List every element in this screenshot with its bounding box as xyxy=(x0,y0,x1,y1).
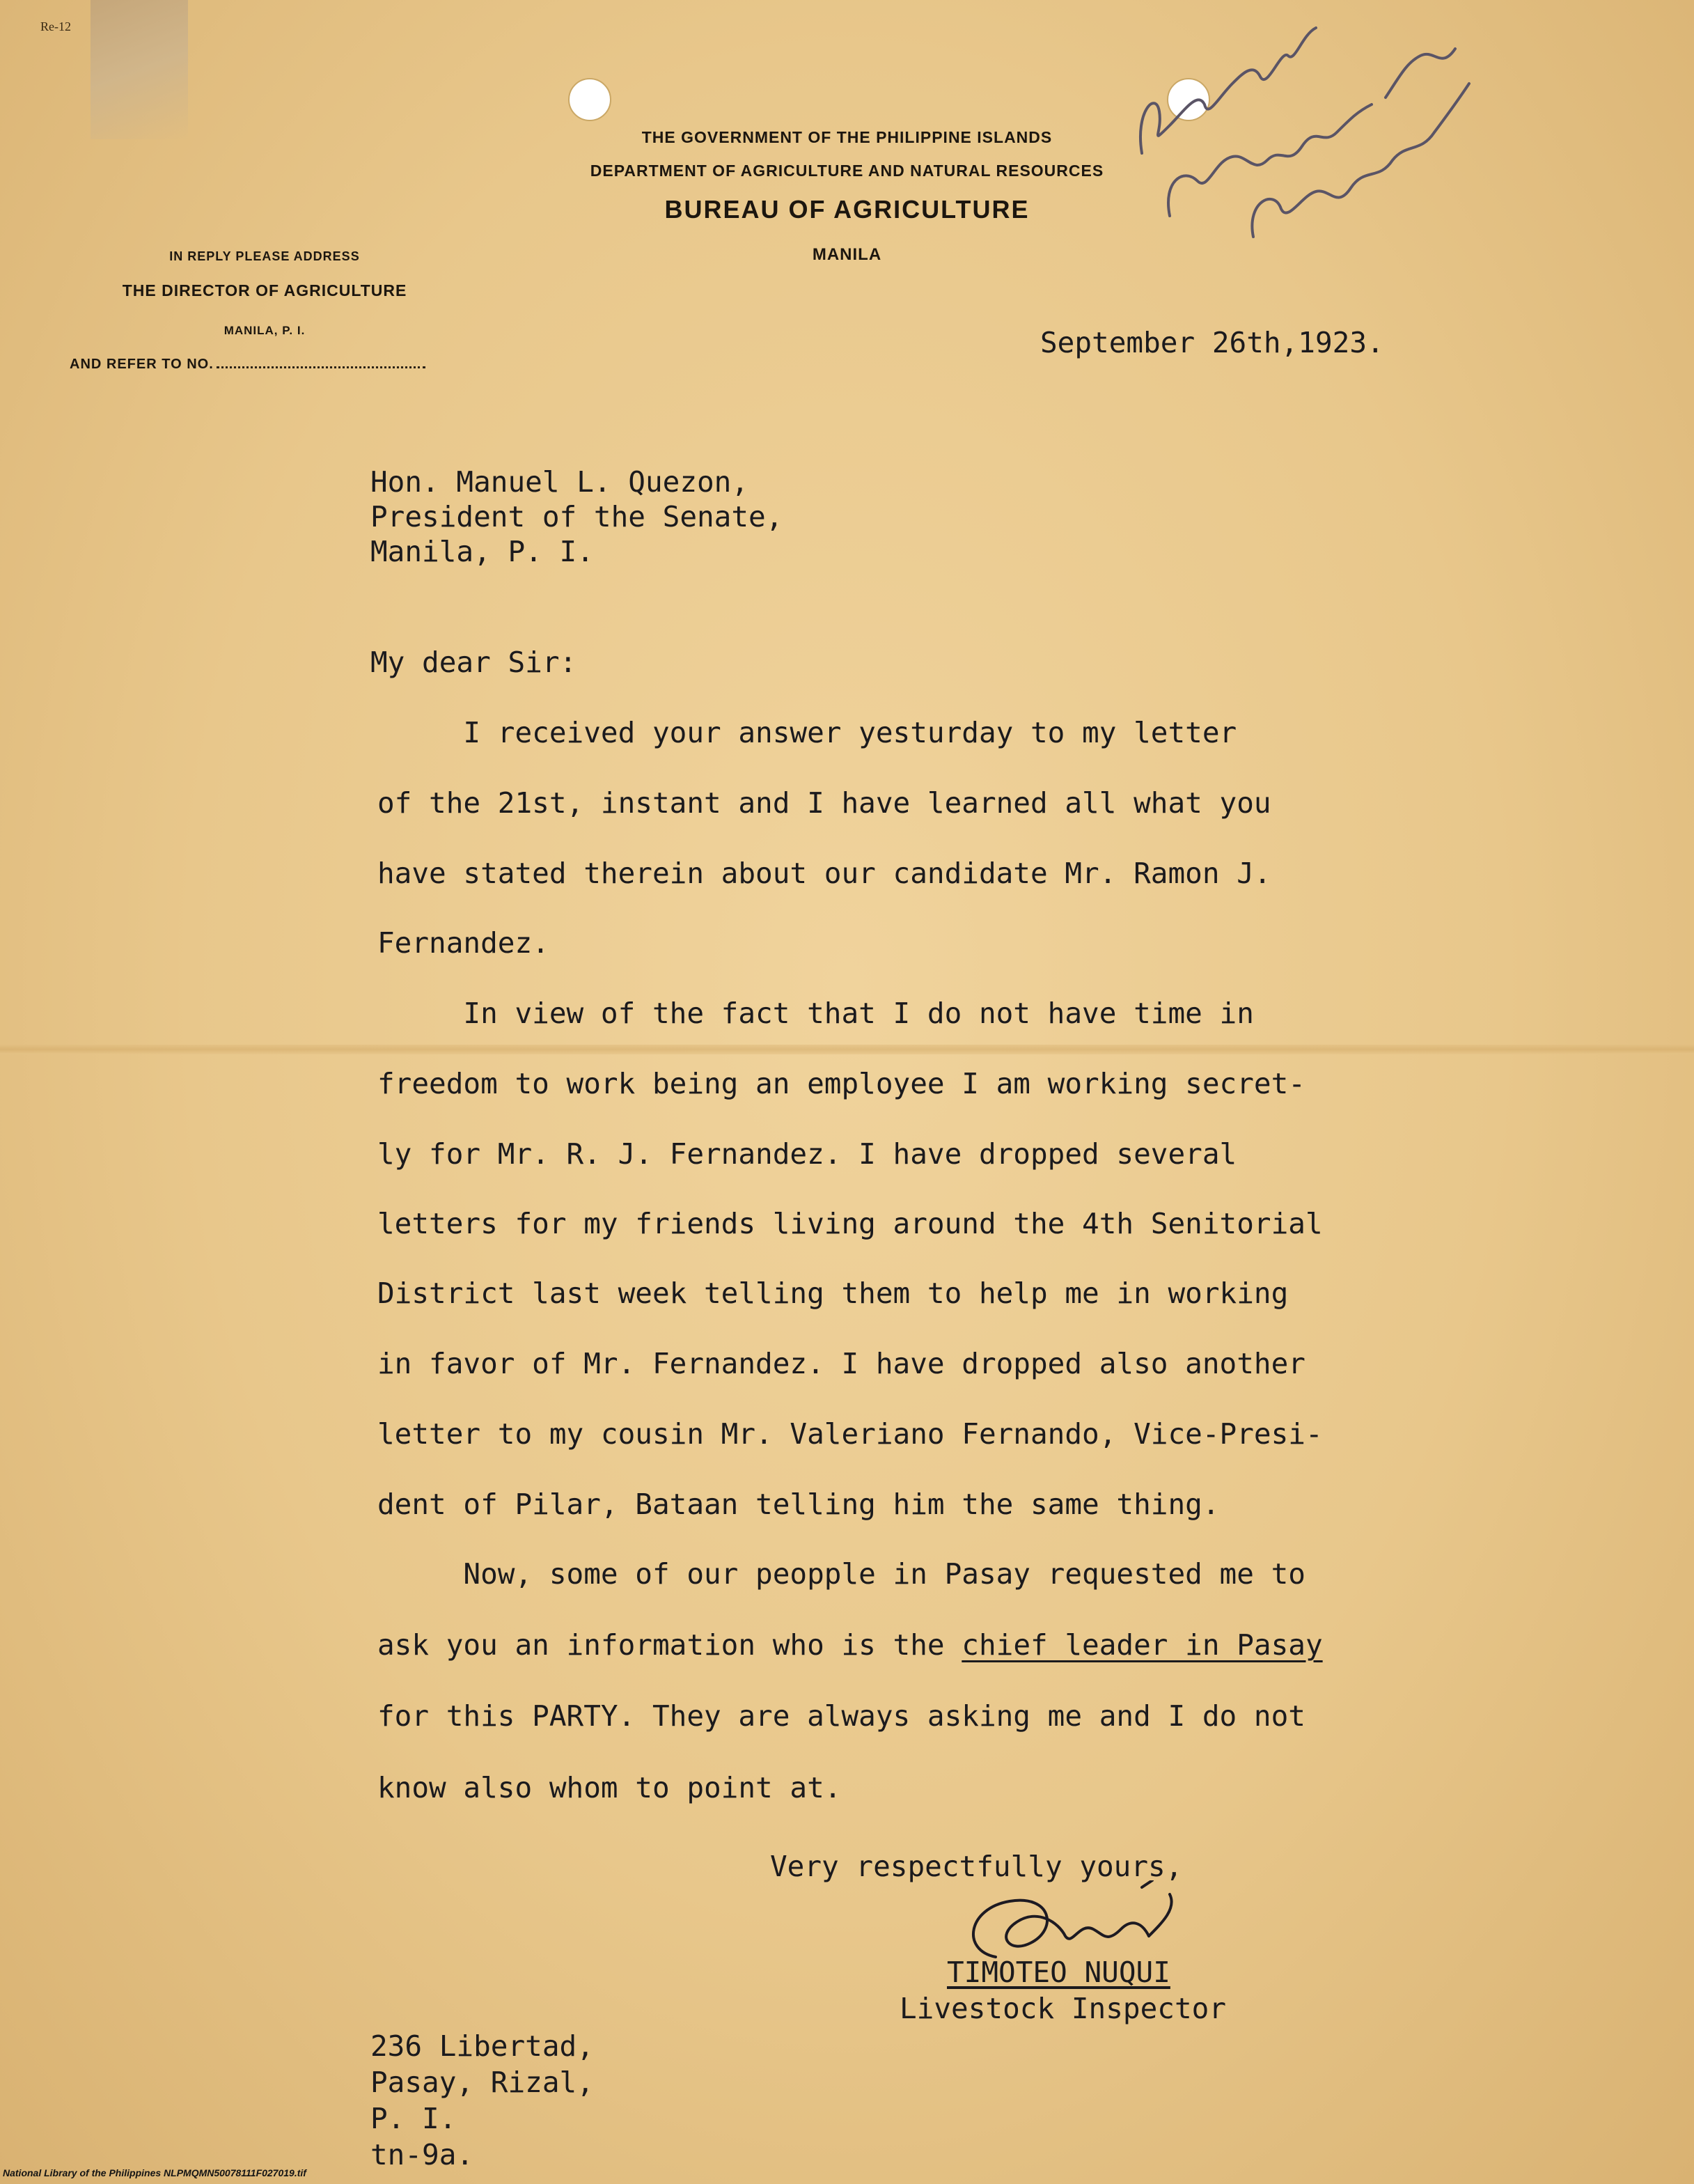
body-line: ly for Mr. R. J. Fernandez. I have dropped several xyxy=(377,1137,1237,1171)
body-line: know also whom to point at. xyxy=(377,1771,842,1804)
signer-name: TIMOTEO NUQUI xyxy=(947,1956,1170,1989)
punch-hole xyxy=(568,78,611,121)
letterhead-department: DEPARTMENT OF AGRICULTURE AND NATURAL RESOURCES xyxy=(590,162,1104,180)
recipient-line: President of the Senate, xyxy=(370,500,783,533)
recipient-line: Hon. Manuel L. Quezon, xyxy=(370,465,749,499)
form-code: Re-12 xyxy=(40,20,71,33)
return-address-line: Pasay, Rizal, xyxy=(370,2066,594,2099)
body-line: dent of Pilar, Bataan telling him the same thing. xyxy=(377,1488,1220,1521)
archive-footer: National Library of the Philippines NLPMQMN50078111F027019.tif xyxy=(3,2167,306,2178)
handwritten-note xyxy=(1093,7,1483,244)
torn-corner xyxy=(91,0,188,139)
letter-date: September 26th,1923. xyxy=(1040,326,1384,359)
body-line-with-underline xyxy=(377,1628,1323,1662)
body-line: of the 21st, instant and I have learned all what you xyxy=(377,786,1271,820)
body-line: In view of the fact that I do not have time in xyxy=(377,997,1254,1030)
reply-line-1: IN REPLY PLEASE ADDRESS xyxy=(169,249,360,263)
signer-title: Livestock Inspector xyxy=(900,1992,1226,2025)
body-line: Fernandez. xyxy=(377,926,549,960)
body-line: have stated therein about our candidate Mr. Ramon J. xyxy=(377,857,1271,890)
reply-line-2: THE DIRECTOR OF AGRICULTURE xyxy=(122,281,407,299)
closing: Very respectfully yours, xyxy=(770,1850,1183,1883)
body-line: I received your answer yesturday to my letter xyxy=(377,716,1237,749)
body-line: Now, some of our peopple in Pasay requested me to xyxy=(377,1557,1305,1591)
body-line: for this PARTY. They are always asking me and I do not xyxy=(377,1699,1305,1733)
body-line: letters for my friends living around the 4th Senitorial xyxy=(377,1207,1323,1240)
reply-line-4 xyxy=(70,357,425,373)
body-line: in favor of Mr. Fernandez. I have dropped also another xyxy=(377,1347,1305,1380)
letterhead-bureau: BUREAU OF AGRICULTURE xyxy=(664,195,1030,224)
reference-number-blank xyxy=(217,366,425,368)
return-address-line: P. I. xyxy=(370,2102,457,2135)
reply-refer-label: AND REFER TO NO. xyxy=(70,357,214,372)
underlined-phrase: chief leader in Pasay xyxy=(962,1628,1323,1662)
letterhead-city: MANILA xyxy=(812,245,882,264)
body-line-text: ask you an information who is the xyxy=(377,1628,962,1662)
body-line: freedom to work being an employee I am working secret- xyxy=(377,1067,1305,1100)
body-line: District last week telling them to help me in working xyxy=(377,1277,1289,1310)
recipient-line: Manila, P. I. xyxy=(370,535,594,568)
return-address-line: tn-9a. xyxy=(370,2138,474,2171)
return-address-line: 236 Libertad, xyxy=(370,2029,594,2063)
reply-line-3: MANILA, P. I. xyxy=(223,324,306,337)
body-line: letter to my cousin Mr. Valeriano Fernando, Vice-Presi- xyxy=(377,1417,1323,1451)
salutation: My dear Sir: xyxy=(370,646,577,679)
paper-fold xyxy=(0,1045,1694,1054)
letterhead-government: THE GOVERNMENT OF THE PHILIPPINE ISLANDS xyxy=(641,128,1053,146)
